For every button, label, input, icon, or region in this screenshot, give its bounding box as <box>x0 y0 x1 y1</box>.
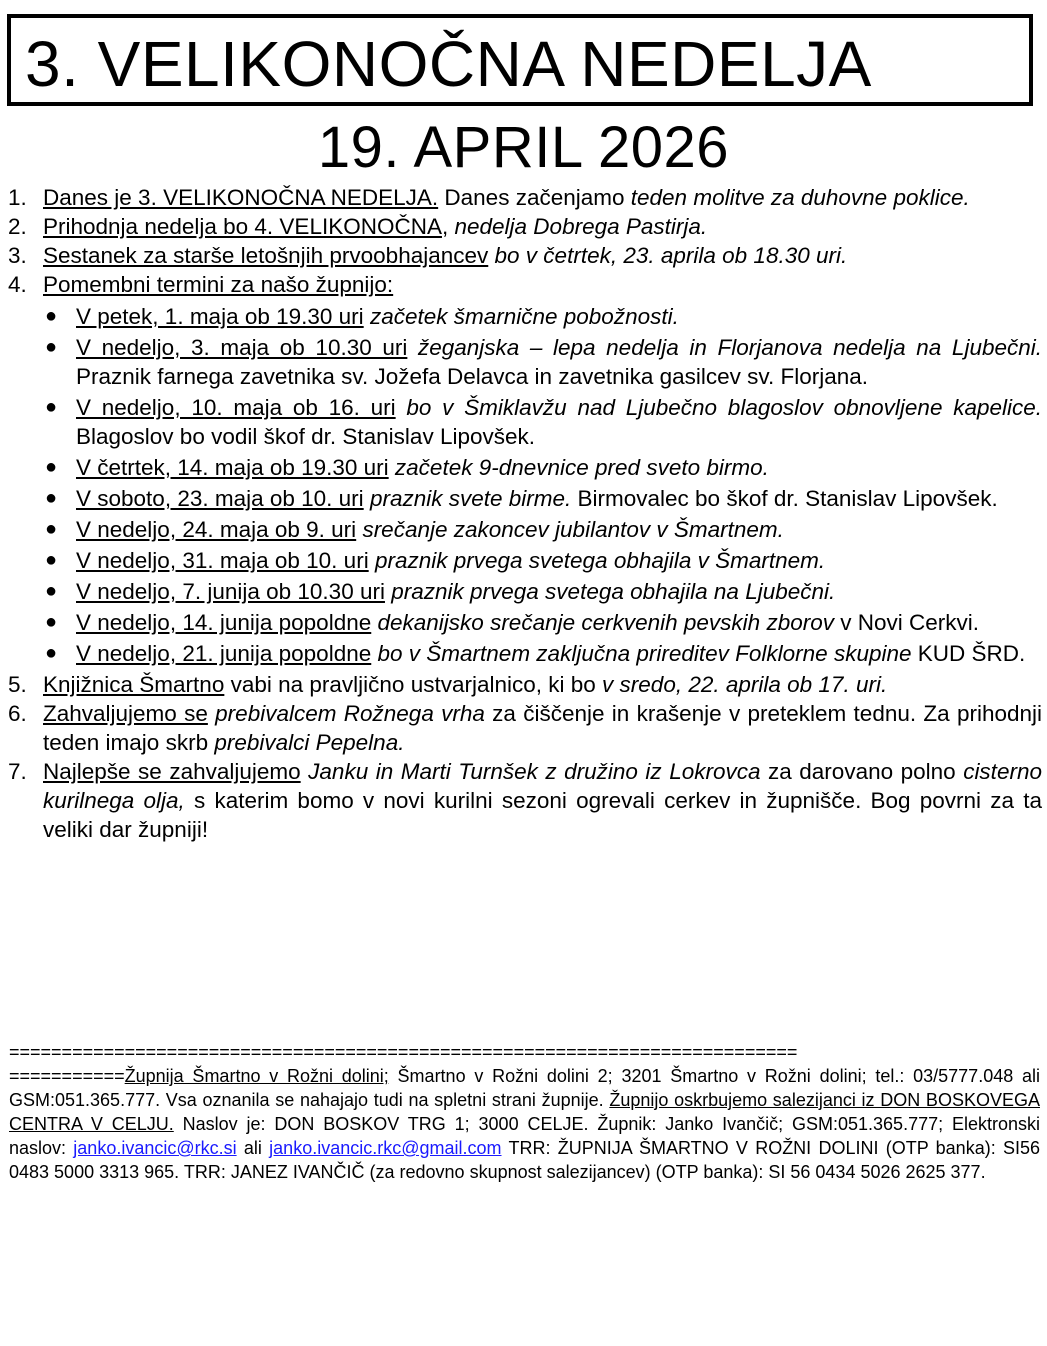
important-dates-list <box>8 302 1042 668</box>
bullet-icon: ● <box>45 580 58 602</box>
list-item: ● V nedeljo, 7. junija ob 10.30 uri praznik prvega svetega obhajila na Ljubečni. <box>45 579 836 604</box>
email-link-gmail[interactable]: janko.ivancic.rkc@gmail.com <box>269 1138 502 1158</box>
title-box <box>7 14 1033 106</box>
footer-contact <box>9 1040 1040 1184</box>
list-item: ● V nedeljo, 21. junija popoldne bo v Šmartnem zaključna prireditev Folklorne skupine KUD ŠRD. <box>45 641 1026 666</box>
announcement-2: 2. Prihodnja nedelja bo 4. VELIKONOČNA, nedelja Dobrega Pastirja. <box>8 214 708 239</box>
page-date: 19. APRIL 2026 <box>317 115 730 180</box>
list-item: ● V petek, 1. maja ob 19.30 uri začetek šmarnične pobožnosti. <box>45 304 679 329</box>
bullet-icon: ● <box>45 336 58 358</box>
list-item: ● V nedeljo, 10. maja ob 16. uri bo v Šmiklavžu nad Ljubečno blagoslov obnovljene kapelice. Blagoslov bo vodil škof dr. Stanislav Lipovšek. <box>45 395 1043 449</box>
list-item: ● V soboto, 23. maja ob 10. uri praznik svete birme. Birmovalec bo škof dr. Stanislav Lipovšek. <box>45 486 998 511</box>
list-item: ● V četrtek, 14. maja ob 19.30 uri začetek 9-dnevnice pred sveto birmo. <box>45 455 769 480</box>
announcement-3: 3. Sestanek za starše letošnjih prvoobhajancev bo v četrtek, 23. aprila ob 18.30 uri. <box>8 243 848 268</box>
page-title: 3. VELIKONOČNA NEDELJA <box>25 28 872 100</box>
list-item: ● V nedeljo, 3. maja ob 10.30 uri žeganjska – lepa nedelja in Florjanova nedelja na Ljubečni. Praznik farnega zavetnika sv. Jožefa Delavca in zavetnika gasilcev sv. Florjana. <box>45 335 1042 389</box>
bullet-icon: ● <box>45 456 58 478</box>
list-item: ● V nedeljo, 31. maja ob 10. uri praznik prvega svetega obhajila v Šmartnem. <box>45 548 826 573</box>
bullet-icon: ● <box>45 305 58 327</box>
parish-name: Župnija Šmartno v Rožni dolini; <box>124 1066 389 1086</box>
bullet-icon: ● <box>45 396 58 418</box>
announcement-5: 5. Knjižnica Šmartno vabi na pravljično ustvarjalnico, ki bo v sredo, 22. aprila ob 17. uri. <box>8 672 888 697</box>
announcement-6: 6. Zahvaljujemo se prebivalcem Rožnega vrha za čiščenje in krašenje v preteklem tednu. Za prihodnji teden imajo skrb prebivalci Pepelna. <box>8 701 1043 755</box>
announcements <box>8 183 1042 844</box>
announcement-1: 1. Danes je 3. VELIKONOČNA NEDELJA. Danes začenjamo teden molitve za duhovne poklice. <box>8 185 970 210</box>
bullet-icon: ● <box>45 642 58 664</box>
list-item: ● V nedeljo, 14. junija popoldne dekanijsko srečanje cerkvenih pevskih zborov v Novi Cerkvi. <box>45 610 980 635</box>
email-link-rkc[interactable]: janko.ivancic@rkc.si <box>73 1138 237 1158</box>
separator-line: =========================================================================== <box>9 1042 798 1062</box>
bullet-icon: ● <box>45 549 58 571</box>
bullet-icon: ● <box>45 487 58 509</box>
list-item: ● V nedeljo, 24. maja ob 9. uri srečanje zakoncev jubilantov v Šmartnem. <box>45 517 784 542</box>
announcement-7: 7. Najlepše se zahvaljujemo Janku in Marti Turnšek z družino iz Lokrovca za darovano polno cisterno kurilnega olja, s katerim bomo v novi kurilni sezoni ogrevali cerkev in župnišče. Bog povrni za ta veliki dar župniji! <box>8 759 1042 842</box>
footer-text: ===========Župnija Šmartno v Rožni dolini; Šmartno v Rožni dolini 2; 3201 Šmartno v Rožni dolini; tel.: 03/5777.048 ali GSM:051.365.777. Vsa oznanila se nahajajo tudi na spletni strani župnije. Župnijo oskrbujemo salezijanci iz DON BOSKOVEGA CENTRA V CELJU. Naslov je: DON BOSKOV TRG 1; 3000 CELJE. Župnik: Janko Ivančič; GSM:051.365.777; Elektronski naslov: janko.ivancic@rkc.si ali janko.ivancic.rkc@gmail.com TRR: ŽUPNIJA ŠMARTNO V ROŽNI DOLINI (OTP banka): SI56 0483 5000 3313 965. TRR: JANEZ IVANČIČ (za redovno skupnost salezijancev) (OTP banka): SI 56 0434 5026 2625 377. <box>9 1066 1040 1182</box>
bullet-icon: ● <box>45 611 58 633</box>
bullet-icon: ● <box>45 518 58 540</box>
announcement-4: 4. Pomembni termini za našo župnijo: <box>8 272 394 297</box>
